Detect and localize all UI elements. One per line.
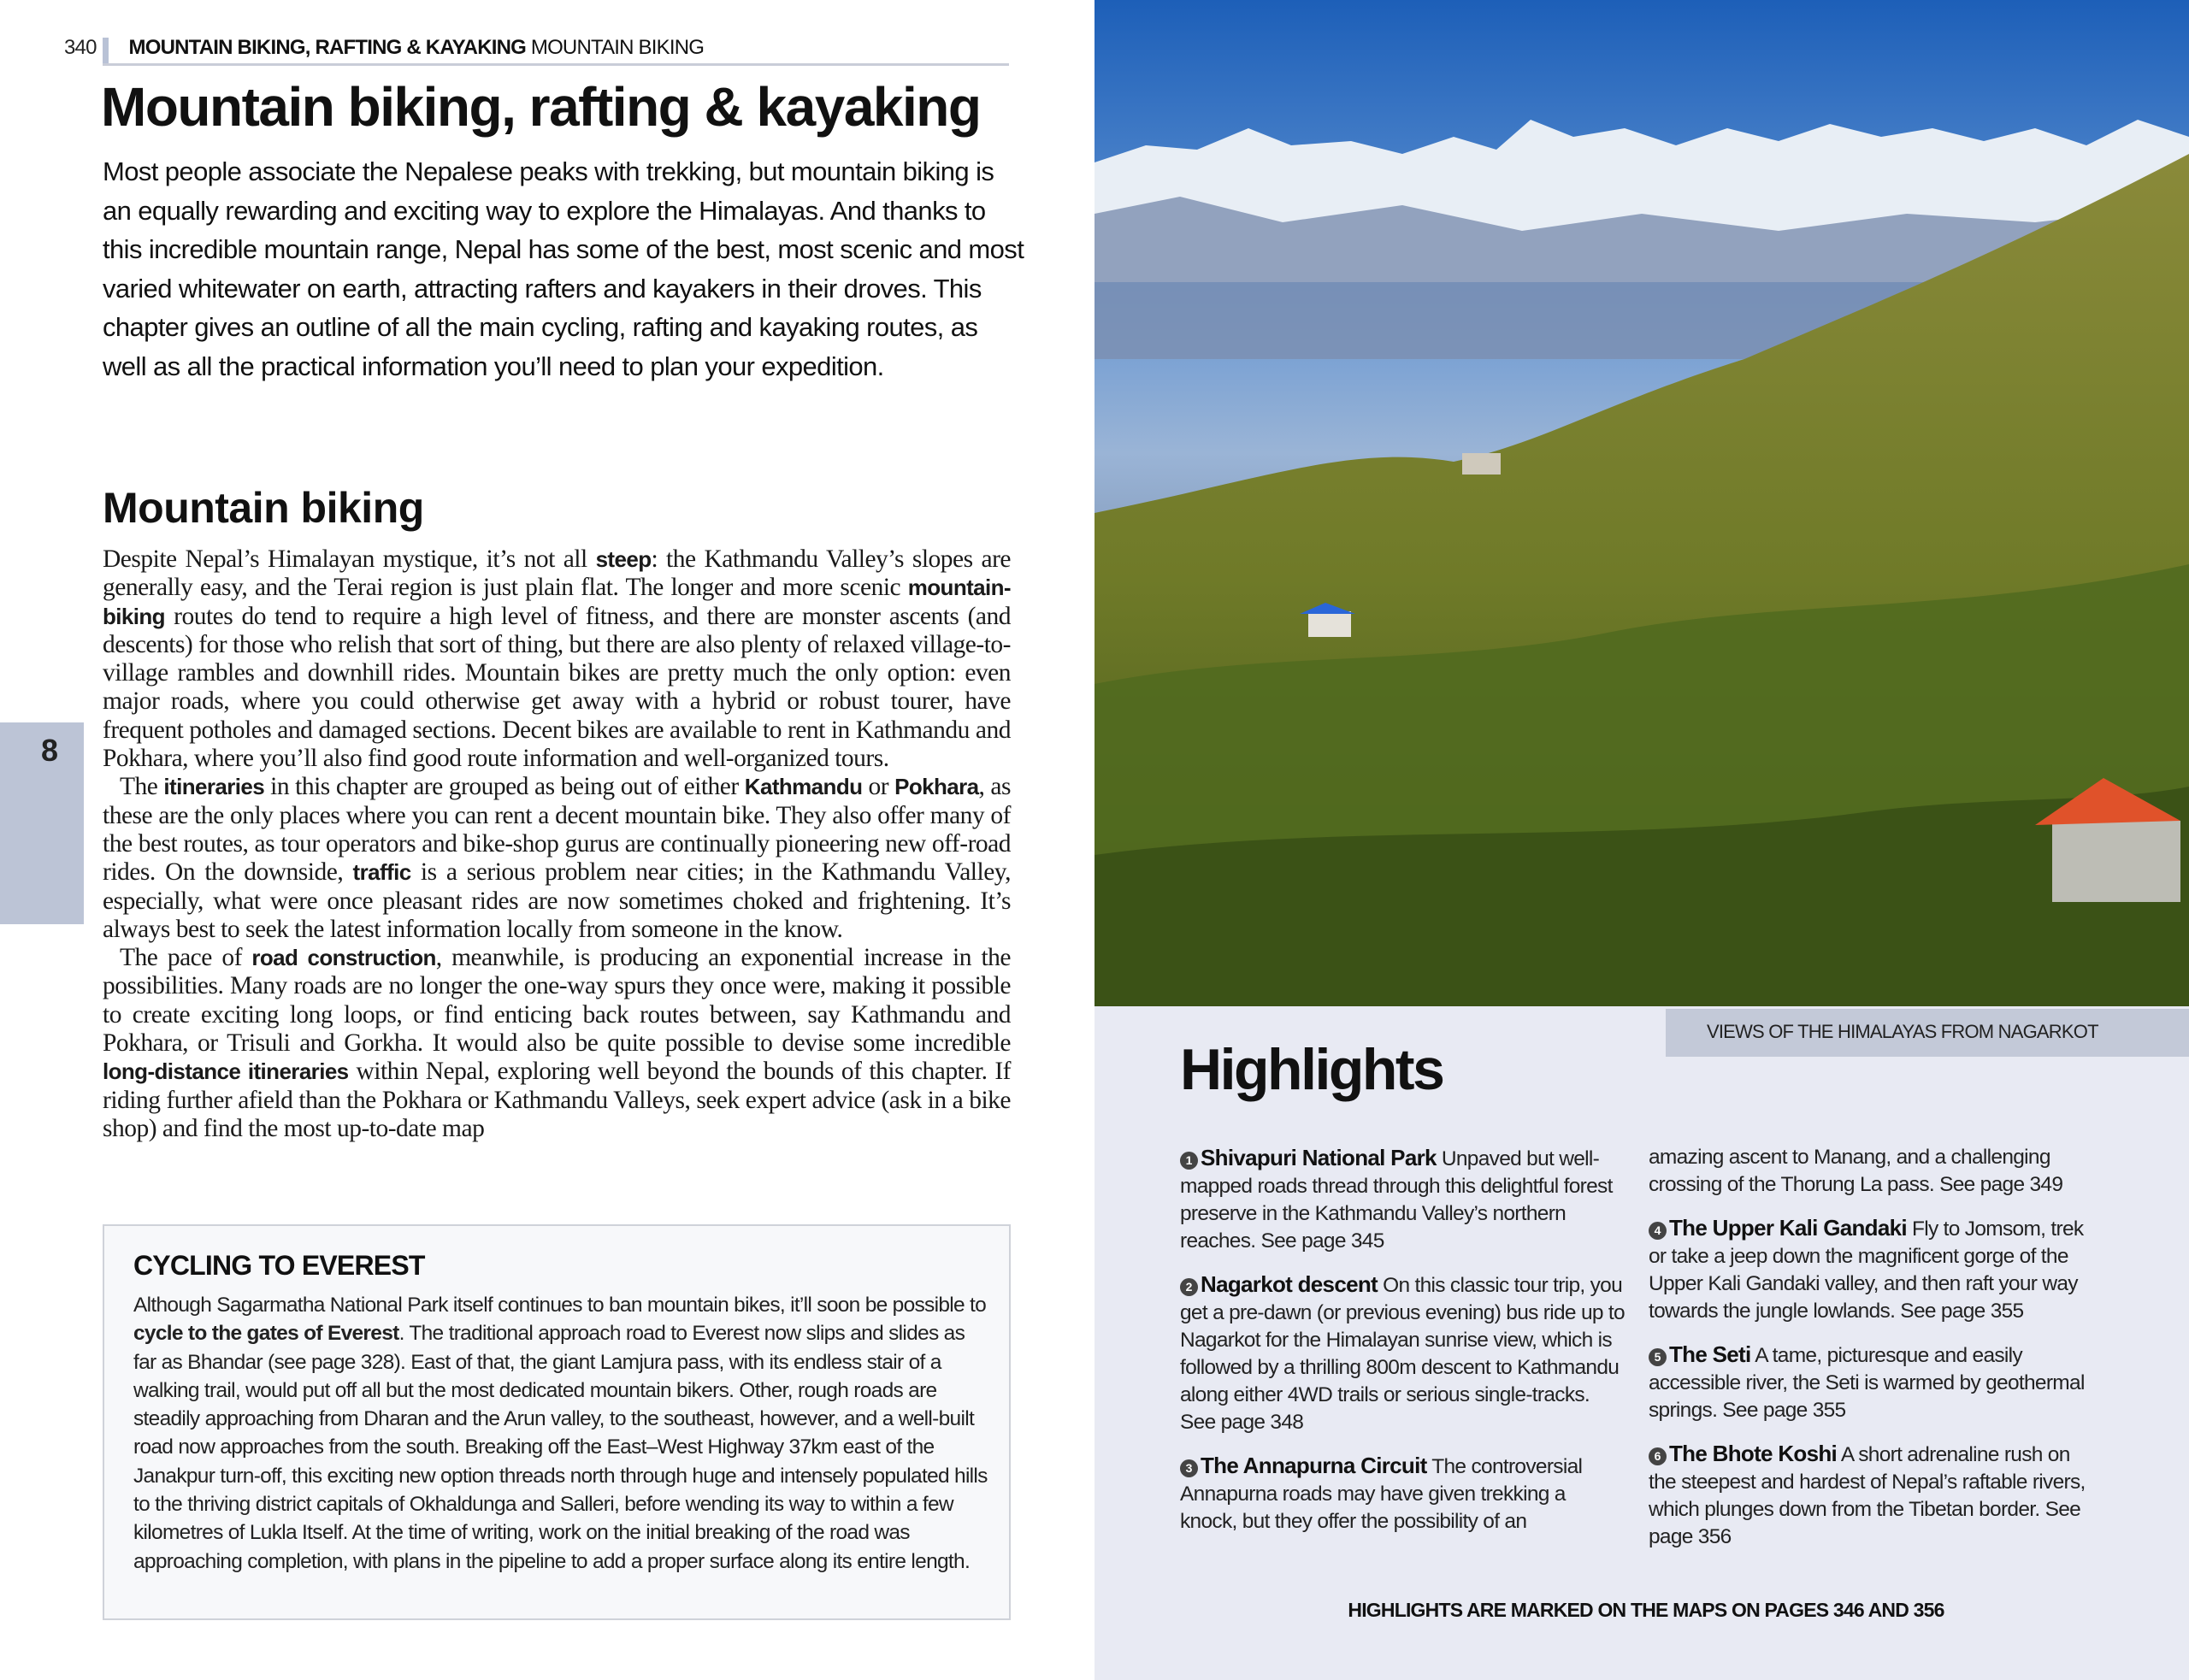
text-run: . The traditional approach road to Everest now slips and slides as far as Bhandar (see page 328). East of that, the giant Lamjura pass, with its endless stair of a walking trail, would put off all but the most dedicated mountain bikers. Other, rough roads are steadily approaching from Dharan and the Arun valley, to the southeast, however, and a well-built road now approaches from the south. Breaking off the East–West Highway 37km east of the Janakpur turn-off, this exciting new option threads north through huge and intensely populated hills to the thriving district capitals of Okhaldunga and Salleri, before wending its way to within a few kilometres of Lukla Itself. At the time of writing, work on the initial breaking of the road was approaching completion, with plans in the pipeline to add a proper surface along its entire length. [133,1322,988,1573]
text-run: The pace of [120,944,252,972]
text-run: is a serious problem near cities; in the Kathmandu Valley, especially, what were once pleasant rides are now sometimes choked and frightening. It’s always best to seek the latest information locally from someone in the know. [103,858,1011,943]
chapter-number: 8 [41,733,59,768]
bold-keyword: traffic [352,859,411,886]
highlight-number-icon: 3 [1180,1459,1198,1477]
highlight-description: A short adrenaline rush on the steepest and hardest of Nepal’s raftable rivers, which plunges down from the Tibetan border. See page 356 [1649,1443,2086,1548]
running-head-subsection: MOUNTAIN BIKING [530,36,705,59]
highlight-description: Unpaved but well-mapped roads thread through this delightful forest preserve in the Kathmandu Valley’s northern reaches. See page 345 [1180,1147,1613,1253]
himalaya-photo [1094,0,2189,1006]
sidebar-box [103,1224,1011,1620]
highlight-number-icon: 6 [1649,1447,1667,1465]
bold-keyword: road construction [251,945,436,971]
page-number: 340 [64,36,97,59]
running-head-bar [103,38,109,63]
text-run: , meanwhile, is producing an exponential increase in the possibilities. Many roads are no longer the one-way spurs they once were, making it possible to create exciting long loops, or find enticing back routes between, say Kathmandu and Pokhara, or Trisuli and Gorkha. It would also be quite possible to devise some incredible [103,944,1011,1058]
highlights-column-2 [1649,1144,2093,1566]
chapter-title: Mountain biking, rafting & kayaking [101,76,981,138]
highlight-description: Fly to Jomsom, trek or take a jeep down the magnificent gorge of the Upper Kali Gandaki valley, and then raft your way towards the jungle lowlands. See page 355 [1649,1217,2084,1323]
highlight-number-icon: 5 [1649,1348,1667,1366]
highlights-title: Highlights [1180,1037,1443,1102]
header-rule [103,63,1009,66]
body-paragraph [103,944,1011,1143]
text-run: : the Kathmandu Valley’s slopes are generally easy, and the Terai region is just plain flat. The longer and more scenic [103,545,1011,602]
body-paragraph [103,545,1011,773]
left-page [0,0,1094,1680]
bold-keyword: long-distance itineraries [103,1058,349,1085]
bold-keyword: mountain-biking [103,575,1011,629]
running-head [64,36,704,60]
text-run: within Nepal, exploring well beyond the bounds of this chapter. If riding further afield than the Pokhara or Kathmandu Valleys, seek expert advice (ask in a bike shop) and find the most up-to-date map [103,1058,1012,1142]
highlight-number-icon: 2 [1180,1278,1198,1296]
highlight-continuation: amazing ascent to Manang, and a challenging crossing of the Thorung La pass. See page 349 [1649,1146,2063,1196]
right-page [1094,0,2189,1680]
highlight-item [1180,1144,1625,1255]
highlight-name: The Upper Kali Gandaki [1669,1215,1907,1241]
highlight-name: The Annapurna Circuit [1201,1453,1427,1478]
bold-keyword: Kathmandu [744,774,863,800]
bold-keyword: steep [595,546,652,572]
highlight-number-icon: 4 [1649,1222,1667,1240]
highlight-item [1649,1341,2093,1424]
highlight-description: On this classic tour trip, you get a pre-dawn (or previous evening) bus ride up to Nagarkot for the Himalayan sunrise view, which is followed by a thrilling 800m descent to Kathmandu along either 4WD trails or serious single-tracks. See page 348 [1180,1274,1625,1434]
text-run: Despite Nepal’s Himalayan mystique, it’s not all [103,545,596,573]
bold-keyword: Pokhara [894,774,979,800]
text-run: in this chapter are grouped as being out of either [264,773,745,801]
box-title: CYCLING TO EVEREST [133,1250,425,1281]
highlight-item [1180,1452,1625,1536]
highlights-footer: HIGHLIGHTS ARE MARKED ON THE MAPS ON PAGES 346 AND 356 [1348,1599,1944,1621]
highlight-name: The Bhote Koshi [1669,1441,1838,1466]
text-run: , as these are the only places where you can rent a decent mountain bike. They also offer many of the best routes, as tour operators and bike-shop gurus are continually pioneering new off-road rides. On the downside, [103,773,1011,887]
text-run: or [862,773,895,801]
highlight-name: The Seti [1669,1341,1751,1367]
text-run: Although Sagarmatha National Park itself continues to ban mountain bikes, it’ll soon be possible to [133,1294,987,1317]
chapter-intro: Most people associate the Nepalese peaks with trekking, but mountain biking is an equally rewarding and exciting way to explore the Himalayas. And thanks to this incredible mountain range, Nepal has some of the best, most scenic and most varied whitewater on earth, attracting rafters and kayakers in their droves. This chapter gives an outline of all the main cycling, rafting and kayaking routes, as well as all the practical information you’ll need to plan your expedition. [103,156,1024,381]
box-text [133,1291,988,1576]
highlight-name: Nagarkot descent [1201,1271,1378,1297]
highlight-name: Shivapuri National Park [1201,1145,1437,1170]
highlight-number-icon: 1 [1180,1152,1198,1170]
highlights-column-1 [1180,1144,1625,1551]
chapter-tab [0,722,84,924]
highlight-item [1649,1440,2093,1551]
running-head-section: MOUNTAIN BIKING, RAFTING & KAYAKING [128,36,526,59]
body-paragraph [103,773,1011,944]
highlight-item [1180,1270,1625,1436]
text-run: The [120,773,164,801]
body-text [103,545,1011,1143]
bold-keyword: itineraries [163,774,265,800]
text-run: routes do tend to require a high level of fitness, and there are monster ascents (and descents) for those who relish that sort of thing, but there are also plenty of relaxed village-to-village rambles and downhill rides. Mountain bikes are pretty much the only option: even major roads, where you could otherwise get away with a hybrid or robust tourer, have frequent potholes and damaged sections. Decent bikes are available to rent in Kathmandu and Pokhara, where you’ll also find good route information and well-organized tours. [103,602,1011,773]
highlight-description: A tame, picturesque and easily accessible river, the Seti is warmed by geothermal springs. See page 355 [1649,1344,2085,1422]
section-heading: Mountain biking [103,484,424,532]
highlight-item [1649,1214,2093,1325]
photo-caption: VIEWS OF THE HIMALAYAS FROM NAGARKOT [1666,1009,2189,1057]
bold-keyword: cycle to the gates of Everest [133,1322,399,1346]
highlight-description: The controversial Annapurna roads may have given trekking a knock, but they offer the possibility of an [1180,1455,1583,1533]
